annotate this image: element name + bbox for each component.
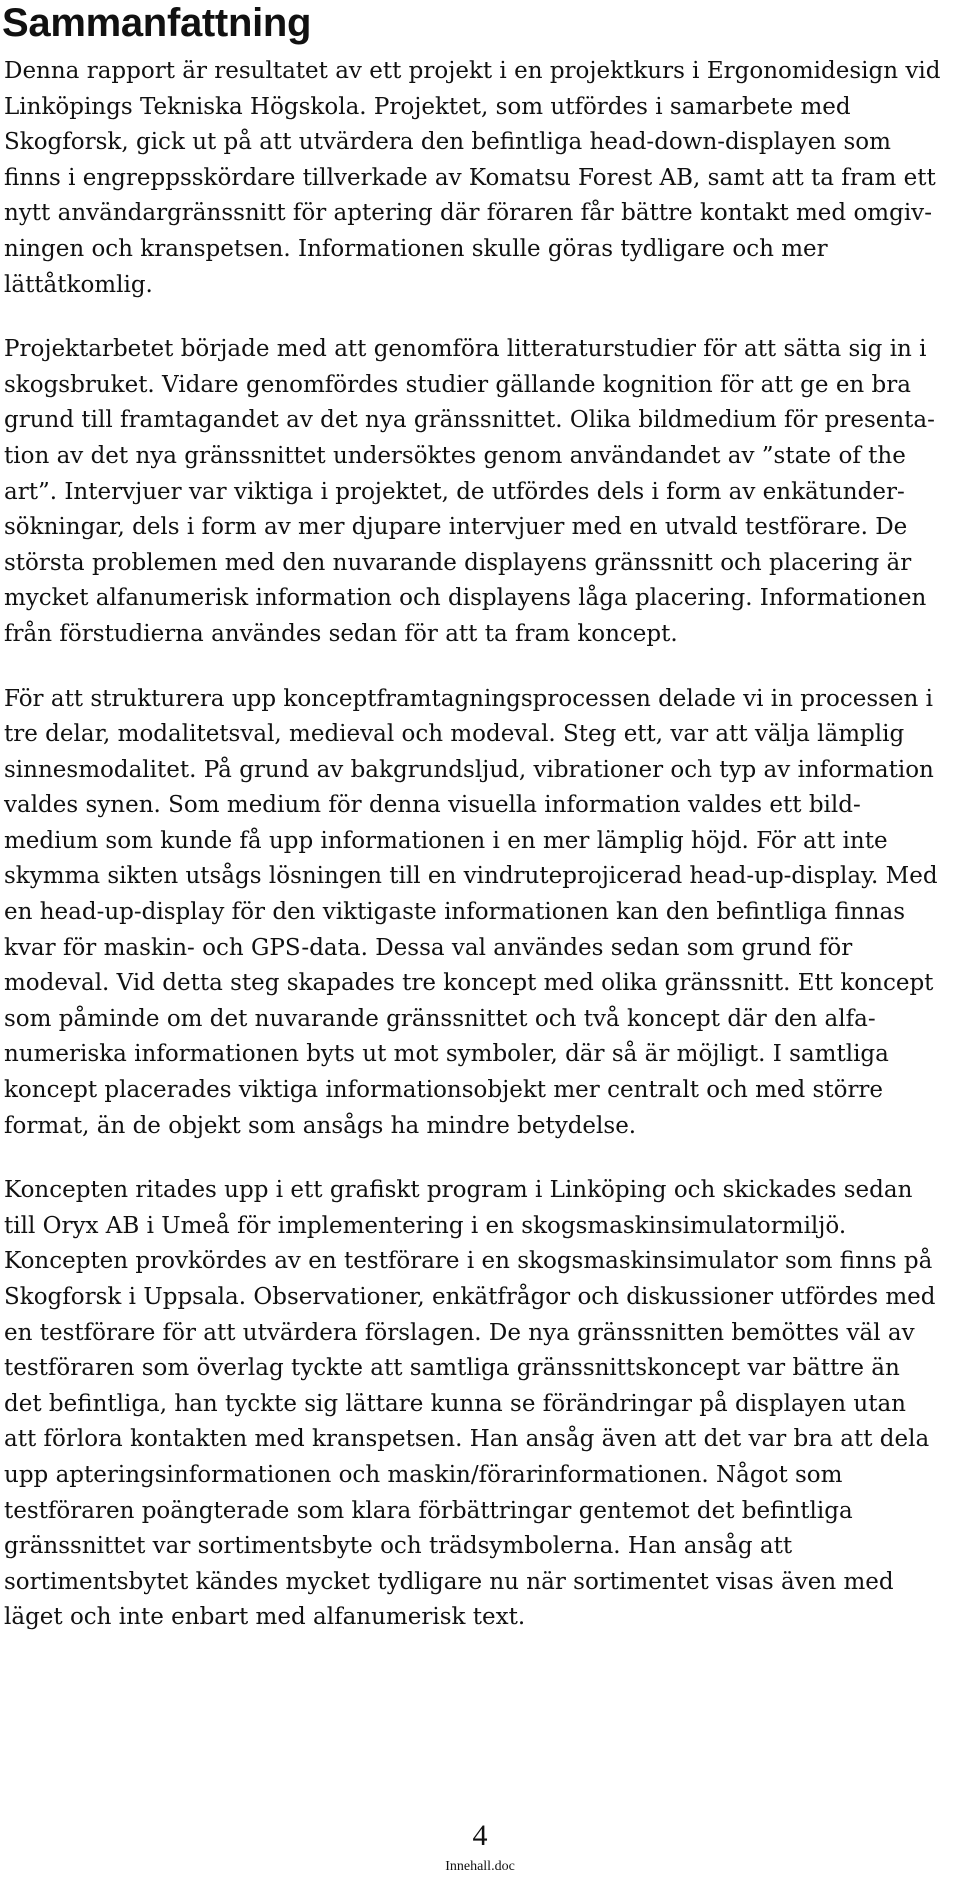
paragraph-prestudy: Projektarbetet började med att genomföra litteraturstudier för att sätta sig in i skogsbruket. Vidare genomfördes studier gällande kognition för att ge en bra grund till framtagandet av det nya gränssnittet. Olika bildmedium för presentation av det nya gränssnittet undersöktes genom användandet av ”state of the art”. Intervjuer var viktiga i projektet, de utfördes dels i form av enkätundersökningar, dels i form av mer djupare intervjuer med en utvald testförare. De största problemen med den nuvarande displayens gränssnitt och placering är mycket alfanumerisk information och displayens låga placering. Informationen från förstudierna användes sedan för att ta fram koncept. (4, 336, 935, 647)
paragraph-concept-process: För att strukturera upp konceptframtagningsprocessen delade vi in processen i tre delar, modalitetsval, medieval och modeval. Steg ett, var att välja lämplig sinnesmodalitet. På grund av bakgrundsljud, vibrationer och typ av information valdes synen. Som medium för denna visuella information valdes ett bildmedium som kunde få upp informationen i en mer lämplig höjd. För att inte skymma sikten utsågs lösningen till en vindruteprojicerad head-up-display. Med en head-up-display för den viktigaste informationen kan den befintliga finnas kvar för maskin- och GPS-data. Dessa val användes sedan som grund för modeval. Vid detta steg skapades tre koncept med olika gränssnitt. Ett koncept som påminde om det nuvarande gränssnittet och två koncept där den alfanumeriska informationen byts ut mot symboler, där så är möjligt. I samtliga koncept placerades viktiga informationsobjekt mer centralt och med större format, än de objekt som ansågs ha mindre betydelse. (4, 685, 938, 1139)
paragraph-intro: Denna rapport är resultatet av ett projekt i en projektkurs i Ergonomidesign vid Linköpings Tekniska Högskola. Projektet, som utfördes i samarbete med Skogforsk, gick ut på att utvärdera den befintliga head-down-displayen som finns i engreppsskördare tillverkade av Komatsu Forest AB, samt att ta fram ett nytt användargränssnitt för aptering där föraren får bättre kontakt med omgivningen och kranspetsen. Informationen skulle göras tydligare och mer lättåtkomlig. (4, 58, 941, 298)
section-heading: Sammanfattning (2, 1, 312, 45)
footer-file-name: Innehall.doc (445, 1859, 515, 1874)
paragraph-evaluation: Koncepten ritades upp i ett grafiskt program i Linköping och skickades sedan till Oryx AB i Umeå för implementering i en skogsmaskinsimulatormiljö. Koncepten provkördes av en testförare i en skogsmaskinsimulator som finns på Skogforsk i Uppsala. Observationer, enkätfrågor och diskussioner utfördes med en testförare för att utvärdera förslagen. De nya gränssnitten bemöttes väl av testföraren som överlag tyckte att samtliga gränssnittskoncept var bättre än det befintliga, han tyckte sig lättare kunna se förändringar på displayen utan att förlora kontakten med kranspetsen. Han ansåg även att det var bra att dela upp apteringsinformationen och maskin/förarinformationen. Något som testföraren poängterade som klara förbättringar gentemot det befintliga gränssnittet var sortimentsbyte och trädsymbolerna. Han ansåg att sortimentsbytet kändes mycket tydligare nu när sortimentet visas även med läget och inte enbart med alfanumerisk text. (4, 1177, 936, 1631)
page-number: 4 (472, 1819, 488, 1852)
summary-body (4, 54, 944, 1665)
